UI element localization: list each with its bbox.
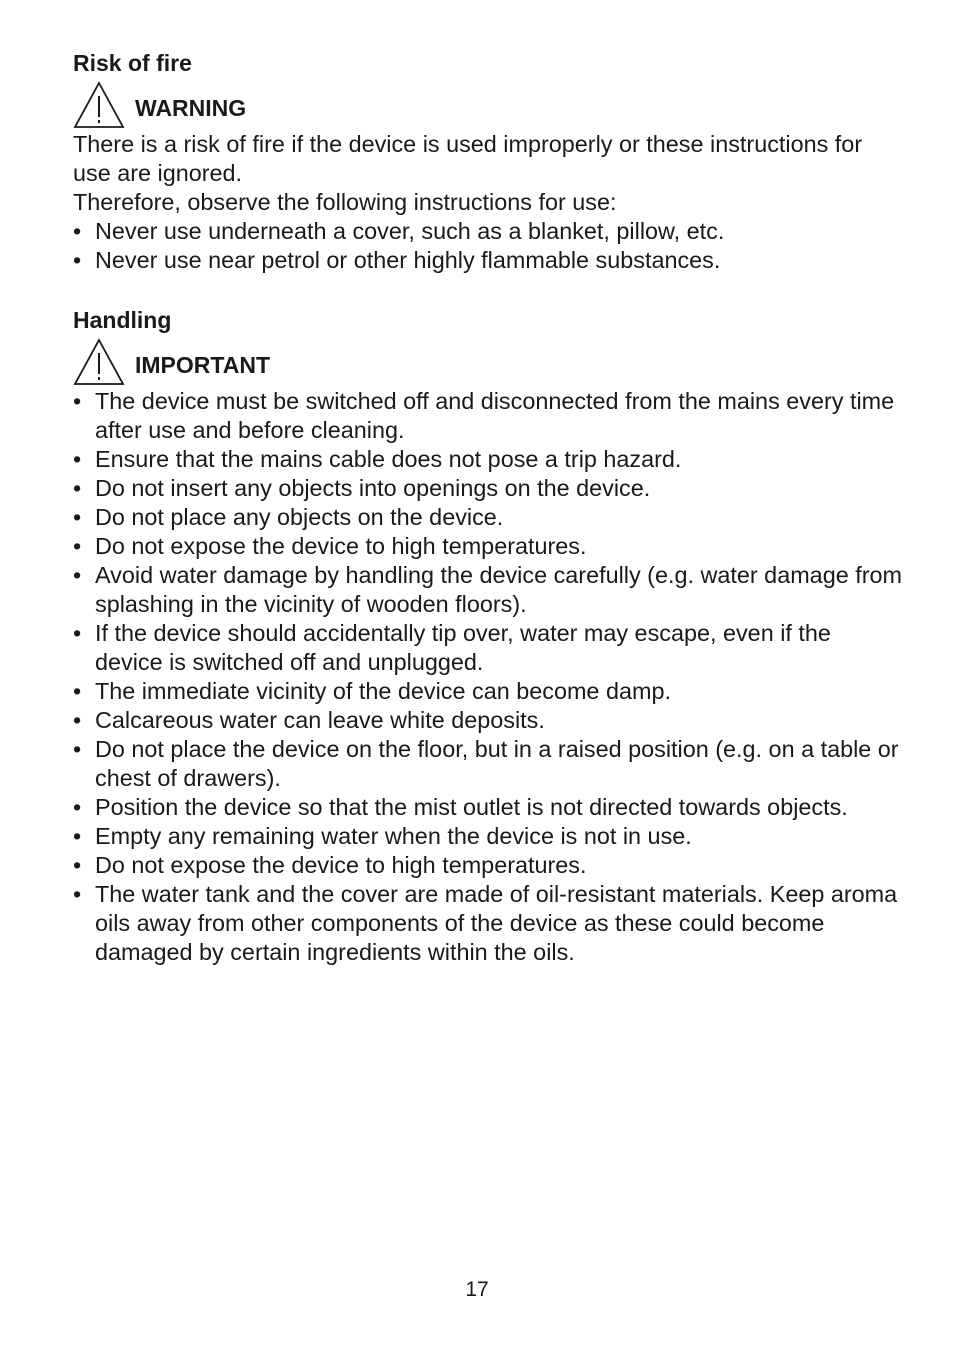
list-item <box>73 735 903 793</box>
warning-triangle-icon <box>73 81 125 129</box>
list-item-text: Calcareous water can leave white deposits. <box>95 707 545 733</box>
list-item-text: Do not expose the device to high temperatures. <box>95 852 587 878</box>
important-notice <box>73 337 903 387</box>
list-item-text: Never use near petrol or other highly flammable substances. <box>95 247 721 273</box>
bullet-icon: • <box>73 504 82 530</box>
paragraph: There is a risk of fire if the device is used improperly or these instructions for use are ignored. <box>73 131 863 186</box>
bullet-icon: • <box>73 852 82 878</box>
list-item <box>73 880 903 967</box>
bullet-list-fire <box>73 217 903 275</box>
document-page <box>73 48 903 967</box>
section-heading-handling: Handling <box>73 307 172 333</box>
bullet-icon: • <box>73 620 82 646</box>
list-item <box>73 474 903 503</box>
page-number: 17 <box>465 1278 489 1301</box>
list-item <box>73 677 903 706</box>
list-item <box>73 793 903 822</box>
bullet-icon: • <box>73 446 82 472</box>
bullet-icon: • <box>73 218 82 244</box>
bullet-icon: • <box>73 388 82 414</box>
list-item-text: Ensure that the mains cable does not pose a trip hazard. <box>95 446 682 472</box>
bullet-icon: • <box>73 678 82 704</box>
bullet-icon: • <box>73 475 82 501</box>
important-label: IMPORTANT <box>135 351 271 378</box>
list-item-text: Do not place any objects on the device. <box>95 504 504 530</box>
list-item <box>73 619 903 677</box>
section-spacer <box>73 275 903 305</box>
list-item-text: The water tank and the cover are made of oil-resistant materials. Keep aroma oils away from other components of the device as these could become damaged by certain ingredients within the oils. <box>95 881 898 965</box>
list-item-text: Do not expose the device to high temperatures. <box>95 533 587 559</box>
list-item-text: If the device should accidentally tip over, water may escape, even if the device is switched off and unplugged. <box>95 620 831 675</box>
bullet-icon: • <box>73 707 82 733</box>
list-item <box>73 561 903 619</box>
list-item <box>73 532 903 561</box>
list-item-text: Position the device so that the mist outlet is not directed towards objects. <box>95 794 848 820</box>
bullet-icon: • <box>73 881 82 907</box>
list-item-text: Avoid water damage by handling the device carefully (e.g. water damage from splashing in the vicinity of wooden floors). <box>95 562 902 617</box>
bullet-icon: • <box>73 533 82 559</box>
list-item <box>73 503 903 532</box>
list-item-text: The device must be switched off and disconnected from the mains every time after use and before cleaning. <box>95 388 895 443</box>
list-item <box>73 217 903 246</box>
warning-notice <box>73 80 903 130</box>
list-item-text: Never use underneath a cover, such as a blanket, pillow, etc. <box>95 218 725 244</box>
bullet-icon: • <box>73 736 82 762</box>
section-heading-risk-of-fire: Risk of fire <box>73 50 192 76</box>
list-item <box>73 246 903 275</box>
list-item <box>73 706 903 735</box>
list-item <box>73 822 903 851</box>
bullet-icon: • <box>73 247 82 273</box>
list-item <box>73 387 903 445</box>
warning-triangle-icon <box>73 338 125 386</box>
bullet-list-handling <box>73 387 903 967</box>
bullet-icon: • <box>73 823 82 849</box>
bullet-icon: • <box>73 562 82 588</box>
list-item-text: Do not insert any objects into openings on the device. <box>95 475 651 501</box>
list-item-text: The immediate vicinity of the device can become damp. <box>95 678 671 704</box>
bullet-icon: • <box>73 794 82 820</box>
list-item-text: Empty any remaining water when the device is not in use. <box>95 823 692 849</box>
paragraph: Therefore, observe the following instructions for use: <box>73 189 617 215</box>
list-item <box>73 445 903 474</box>
warning-label: WARNING <box>135 94 247 121</box>
list-item-text: Do not place the device on the floor, but in a raised position (e.g. on a table or chest of drawers). <box>95 736 899 791</box>
list-item <box>73 851 903 880</box>
